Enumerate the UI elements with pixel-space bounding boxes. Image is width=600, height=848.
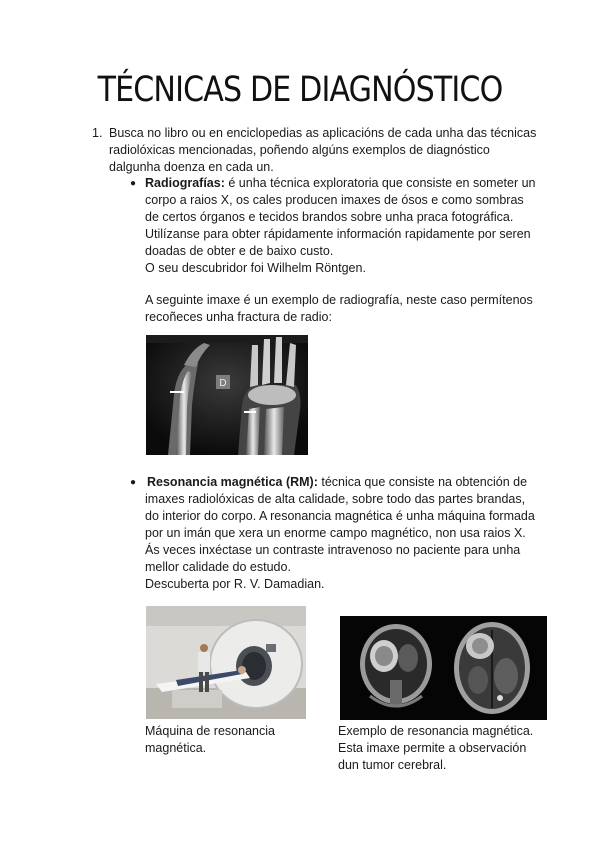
mri-scan-image [340, 616, 547, 720]
radiography-line: O seu descubridor foi Wilhelm Röntgen. [145, 261, 366, 275]
radiography-line: Utilízanse para obter rápidamente información rapidamente por seren [145, 227, 531, 241]
scan-caption-line: Exemplo de resonancia magnética. [338, 724, 534, 738]
radiography-example-line: recoñeces unha fractura de radio: [145, 310, 332, 324]
scan-caption-line: dun tumor cerebral. [338, 758, 447, 772]
radiography-term: Radiografías: [145, 176, 225, 190]
scan-caption-line: Esta imaxe permite a observación [338, 741, 527, 755]
question-line-1: Busca no libro ou en enciclopedias as aplicacións de cada unha das técnicas [109, 126, 537, 140]
radiography-definition: é unha técnica exploratoria que consiste en someter un [224, 176, 536, 190]
question-line-3: dalgunha doenza en cada un. [109, 160, 274, 174]
radiography-first-line [145, 175, 536, 192]
xray-image [146, 335, 308, 455]
mri-term: Resonancia magnética (RM): [147, 475, 318, 489]
bullet-icon: ● [130, 178, 137, 189]
mri-line: imaxes radiolóxicas de alta calidade, sobre todo das partes brandas, [145, 492, 526, 506]
xray-drawing [146, 335, 308, 455]
mri-machine-image [146, 606, 306, 719]
radiography-line: doadas de obter e de baixo custo. [145, 244, 334, 258]
radiography-line: de certos órganos e tecidos brandos sobre unha praca fotográfica. [145, 210, 514, 224]
mri-line: Descuberta por R. V. Damadian. [145, 577, 325, 591]
mri-line: por un imán que xera un enorme campo magnético, non usa raios X. [145, 526, 526, 540]
mri-scan-drawing [340, 616, 547, 720]
mri-machine-drawing [146, 606, 306, 719]
mri-definition: técnica que consiste na obtención de [317, 475, 528, 489]
mri-line: Ás veces inxéctase un contraste intravenoso no paciente para unha [145, 543, 521, 557]
list-number: 1. [92, 126, 103, 140]
question-line-2: radiolóxicas mencionadas, poñendo algúns exemplos de diagnóstico [109, 143, 490, 157]
bullet-icon: ● [130, 477, 137, 488]
page-title: TÉCNICAS DE DIAGNÓSTICO [97, 70, 503, 110]
radiography-line: corpo a raios X, os cales producen imaxes de ósos e como sombras [145, 193, 524, 207]
machine-caption-line: Máquina de resonancia [145, 724, 275, 738]
machine-caption-line: magnética. [145, 741, 207, 755]
xray-marker: D [219, 378, 227, 389]
mri-first-line [147, 474, 527, 491]
mri-line: do interior do corpo. A resonancia magnética é unha máquina formada [145, 509, 535, 523]
radiography-example-line: A seguinte imaxe é un exemplo de radiografía, neste caso permítenos [145, 293, 533, 307]
mri-line: mellor calidade do estudo. [145, 560, 291, 574]
